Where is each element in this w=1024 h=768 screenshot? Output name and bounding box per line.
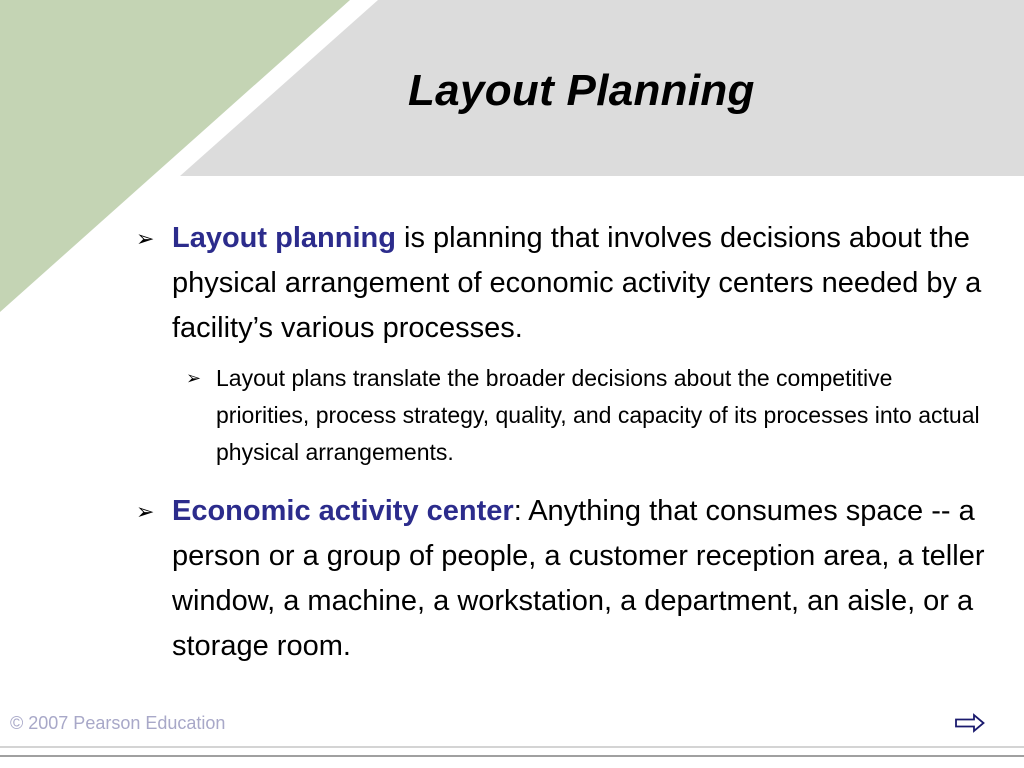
bullet-list <box>136 216 986 669</box>
copyright-text: © 2007 Pearson Education <box>10 713 226 733</box>
sub-bullet-text: Layout plans translate the broader decisions about the competitive priorities, process strategy, quality, and capacity of its processes into actual physical arrangements. <box>216 365 980 465</box>
arrowhead-icon: ➢ <box>186 368 202 388</box>
bullet-item-economic-activity-center <box>136 489 986 669</box>
next-arrow-icon[interactable] <box>955 713 985 733</box>
footer-divider <box>0 755 1024 757</box>
bullet-text: : Anything that consumes space -- a person or a group of people, a customer reception area, a teller window, a machine, a workstation, a department, an aisle, or a storage room. <box>172 495 985 662</box>
sub-bullet-item-layout-plans <box>186 360 986 471</box>
arrowhead-icon: ➢ <box>136 226 155 251</box>
bullet-term: Economic activity center <box>172 495 514 527</box>
bullet-text: is planning that involves decisions about the physical arrangement of economic activity centers needed by a facility’s various processes. <box>172 222 982 344</box>
footer-divider <box>0 746 1024 748</box>
bullet-item-layout-planning <box>136 216 986 351</box>
bullet-term: Layout planning <box>172 222 396 254</box>
slide-title: Layout Planning <box>408 66 755 115</box>
arrowhead-icon: ➢ <box>136 499 155 524</box>
